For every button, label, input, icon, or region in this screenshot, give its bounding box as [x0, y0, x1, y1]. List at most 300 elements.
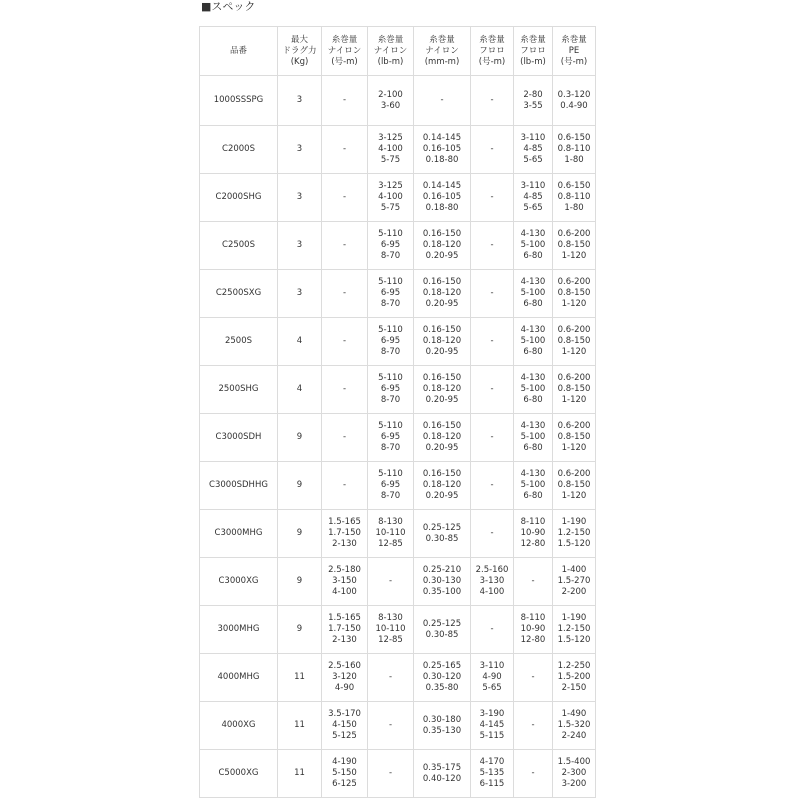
- nylon-go-cell: [322, 414, 368, 462]
- nylon-lb-cell: [368, 462, 414, 510]
- cell-line: 0.18-120: [422, 336, 462, 346]
- nylon-go-cell: [322, 606, 368, 654]
- fluoro-go-cell: [471, 222, 514, 270]
- cell-line: 0.6-150: [557, 133, 591, 143]
- model-cell: C2000SHG: [200, 174, 278, 222]
- model-cell: C2500SXG: [200, 270, 278, 318]
- cell-line: 2-80: [523, 89, 543, 100]
- header-line: ナイロン: [425, 45, 459, 56]
- cell-line: 0.18-120: [422, 240, 462, 250]
- cell-line: -: [490, 528, 494, 538]
- fluoro-lb-cell: [514, 126, 553, 174]
- cell-line: 0.18-80: [425, 203, 459, 213]
- cell-line: 0.25-210: [422, 565, 462, 575]
- header-line: 糸巻量: [429, 34, 455, 45]
- cell-line: 2.5-160: [475, 565, 509, 575]
- cell-line: 3-200: [561, 779, 587, 789]
- cell-line: -: [342, 144, 347, 154]
- cell-line: 2-130: [332, 635, 357, 645]
- header-fluoro-go: [471, 27, 514, 76]
- pe-go-cell: [553, 414, 596, 462]
- cell-line: 4-130: [520, 469, 546, 479]
- cell-line: -: [342, 480, 347, 490]
- drag-cell: 11: [278, 702, 322, 750]
- cell-line: 3-110: [520, 133, 546, 143]
- table-row: [200, 558, 596, 606]
- cell-line: 5-65: [523, 155, 543, 165]
- cell-line: 5-65: [482, 683, 502, 693]
- cell-line: 0.30-85: [425, 629, 459, 640]
- table-row: [200, 126, 596, 174]
- fluoro-go-cell: [471, 702, 514, 750]
- cell-line: 1.7-150: [328, 528, 361, 538]
- cell-line: 0.3-120: [557, 89, 591, 100]
- model-cell: C3000MHG: [200, 510, 278, 558]
- nylon-mm-cell: [414, 270, 471, 318]
- table-row: [200, 510, 596, 558]
- cell-line: 2.5-160: [328, 661, 361, 671]
- cell-line: 0.20-95: [425, 491, 459, 501]
- model-cell: C2000S: [200, 126, 278, 174]
- pe-go-cell: [553, 76, 596, 126]
- cell-line: 5-110: [378, 421, 403, 431]
- model-cell: C2500S: [200, 222, 278, 270]
- nylon-lb-cell: [368, 702, 414, 750]
- header-line: フロロ: [520, 45, 546, 56]
- drag-cell: 11: [278, 750, 322, 798]
- cell-line: 4-100: [332, 587, 357, 597]
- cell-line: 4-100: [378, 192, 403, 202]
- cell-line: 5-115: [479, 731, 505, 741]
- pe-go-cell: [553, 222, 596, 270]
- cell-line: 5-110: [378, 229, 403, 239]
- section-title: ■スペック: [201, 0, 256, 13]
- cell-line: 5-110: [378, 325, 403, 335]
- cell-line: 4-90: [334, 683, 355, 693]
- cell-line: 6-80: [523, 251, 543, 261]
- cell-line: 0.6-200: [557, 325, 591, 335]
- cell-line: 4-145: [479, 720, 505, 730]
- cell-line: 5-110: [378, 373, 403, 383]
- drag-cell: 4: [278, 366, 322, 414]
- nylon-lb-cell: [368, 606, 414, 654]
- header-line: (Kg): [290, 56, 309, 67]
- fluoro-go-cell: [471, 174, 514, 222]
- table-row: [200, 174, 596, 222]
- cell-line: 6-95: [380, 432, 401, 442]
- cell-line: 2.5-180: [328, 565, 361, 575]
- drag-cell: 9: [278, 414, 322, 462]
- pe-go-cell: [553, 702, 596, 750]
- drag-cell: 11: [278, 654, 322, 702]
- drag-cell: 3: [278, 270, 322, 318]
- header-line: PE: [568, 45, 580, 56]
- cell-line: 0.25-125: [422, 618, 462, 629]
- pe-go-cell: [553, 462, 596, 510]
- pe-go-cell: [553, 750, 596, 798]
- nylon-lb-cell: [368, 366, 414, 414]
- cell-line: -: [490, 288, 494, 298]
- nylon-mm-cell: [414, 558, 471, 606]
- model-cell: 2500SHG: [200, 366, 278, 414]
- cell-line: 4-100: [479, 587, 505, 597]
- cell-line: 12-80: [520, 539, 546, 549]
- cell-line: -: [490, 336, 494, 346]
- cell-line: 0.20-95: [425, 347, 459, 357]
- cell-line: 5-75: [380, 155, 401, 165]
- pe-go-cell: [553, 270, 596, 318]
- nylon-lb-cell: [368, 510, 414, 558]
- table-row: [200, 750, 596, 798]
- fluoro-go-cell: [471, 366, 514, 414]
- cell-line: -: [388, 576, 393, 586]
- cell-line: 4-170: [479, 757, 505, 767]
- header-line: ナイロン: [327, 45, 362, 56]
- cell-line: 8-110: [520, 517, 546, 527]
- cell-line: 8-130: [378, 613, 403, 623]
- header-max-drag: [278, 27, 322, 76]
- cell-line: 0.25-125: [422, 522, 462, 533]
- cell-line: 2-300: [561, 768, 587, 778]
- pe-go-cell: [553, 174, 596, 222]
- fluoro-lb-cell: [514, 222, 553, 270]
- header-line: (lb-m): [520, 56, 546, 67]
- cell-line: -: [440, 95, 444, 105]
- drag-cell: 3: [278, 76, 322, 126]
- cell-line: 1.2-150: [557, 624, 591, 634]
- cell-line: 0.25-165: [422, 661, 462, 671]
- nylon-lb-cell: [368, 222, 414, 270]
- nylon-go-cell: [322, 366, 368, 414]
- fluoro-lb-cell: [514, 750, 553, 798]
- header-line: (号-m): [331, 56, 358, 67]
- model-cell: C5000XG: [200, 750, 278, 798]
- header-nylon-mm: [414, 27, 471, 76]
- drag-cell: 3: [278, 126, 322, 174]
- cell-line: 0.8-150: [557, 336, 591, 346]
- cell-line: 3-110: [479, 661, 505, 671]
- cell-line: 5-75: [380, 203, 401, 213]
- cell-line: 3-130: [479, 576, 505, 586]
- header-line: ナイロン: [373, 45, 408, 56]
- header-line: 糸巻量: [479, 34, 505, 45]
- nylon-go-cell: [322, 270, 368, 318]
- cell-line: -: [342, 432, 347, 442]
- header-line: 糸巻量: [561, 34, 587, 45]
- cell-line: 8-110: [520, 613, 546, 623]
- cell-line: 0.16-105: [422, 144, 462, 154]
- cell-line: -: [342, 95, 347, 105]
- nylon-mm-cell: [414, 126, 471, 174]
- cell-line: 10-90: [520, 624, 546, 634]
- cell-line: 1.5-320: [557, 720, 591, 730]
- cell-line: 5-110: [378, 277, 403, 287]
- drag-cell: 4: [278, 318, 322, 366]
- nylon-go-cell: [322, 222, 368, 270]
- cell-line: 0.20-95: [425, 251, 459, 261]
- nylon-lb-cell: [368, 76, 414, 126]
- fluoro-go-cell: [471, 270, 514, 318]
- cell-line: 2-100: [378, 89, 403, 100]
- header-model: [200, 27, 278, 76]
- cell-line: 10-110: [375, 528, 406, 538]
- cell-line: 0.16-150: [422, 421, 462, 431]
- cell-line: 0.20-95: [425, 395, 459, 405]
- model-cell: 4000MHG: [200, 654, 278, 702]
- cell-line: 1.7-150: [328, 624, 361, 634]
- fluoro-go-cell: [471, 414, 514, 462]
- cell-line: 3-110: [520, 181, 546, 191]
- nylon-mm-cell: [414, 76, 471, 126]
- cell-line: 0.30-130: [422, 576, 462, 586]
- cell-line: 5-100: [520, 432, 546, 442]
- table-row: [200, 318, 596, 366]
- cell-line: 12-80: [520, 635, 546, 645]
- cell-line: 1-400: [561, 565, 587, 575]
- cell-line: 6-80: [523, 395, 543, 405]
- fluoro-lb-cell: [514, 76, 553, 126]
- cell-line: 5-135: [479, 768, 505, 778]
- header-line: (mm-m): [424, 56, 460, 67]
- cell-line: 1.5-120: [557, 635, 591, 645]
- cell-line: 0.16-150: [422, 229, 462, 239]
- cell-line: 1-190: [561, 517, 587, 527]
- cell-line: 3-150: [332, 576, 357, 586]
- drag-cell: 3: [278, 222, 322, 270]
- cell-line: 12-85: [378, 539, 403, 549]
- cell-line: -: [490, 95, 494, 105]
- table-row: [200, 462, 596, 510]
- pe-go-cell: [553, 318, 596, 366]
- cell-line: 1-120: [561, 395, 587, 405]
- nylon-go-cell: [322, 318, 368, 366]
- nylon-mm-cell: [414, 510, 471, 558]
- table-row: [200, 414, 596, 462]
- header-line: (号-m): [560, 56, 588, 67]
- cell-line: -: [490, 192, 494, 202]
- cell-line: 4-130: [520, 325, 546, 335]
- cell-line: 5-100: [520, 240, 546, 250]
- model-cell: 1000SSSPG: [200, 76, 278, 126]
- nylon-mm-cell: [414, 702, 471, 750]
- model-cell: C3000SDH: [200, 414, 278, 462]
- cell-line: 6-115: [479, 779, 505, 789]
- cell-line: 6-95: [380, 336, 401, 346]
- cell-line: 5-100: [520, 336, 546, 346]
- drag-cell: 9: [278, 462, 322, 510]
- cell-line: -: [342, 288, 347, 298]
- cell-line: 1-190: [561, 613, 587, 623]
- table-row: [200, 76, 596, 126]
- fluoro-go-cell: [471, 318, 514, 366]
- cell-line: 0.30-120: [422, 672, 462, 682]
- cell-line: 0.16-105: [422, 192, 462, 202]
- cell-line: 8-70: [380, 251, 401, 261]
- nylon-lb-cell: [368, 174, 414, 222]
- cell-line: 10-110: [375, 624, 406, 634]
- cell-line: 4-190: [332, 757, 357, 767]
- cell-line: 0.35-130: [422, 725, 462, 736]
- nylon-lb-cell: [368, 750, 414, 798]
- table-row: [200, 654, 596, 702]
- cell-line: -: [490, 624, 494, 634]
- cell-line: 0.18-120: [422, 384, 462, 394]
- cell-line: 0.18-120: [422, 288, 462, 298]
- cell-line: 0.16-150: [422, 469, 462, 479]
- fluoro-lb-cell: [514, 414, 553, 462]
- header-line: 糸巻量: [520, 34, 546, 45]
- pe-go-cell: [553, 510, 596, 558]
- cell-line: 5-100: [520, 480, 546, 490]
- cell-line: -: [490, 480, 494, 490]
- cell-line: 4-130: [520, 421, 546, 431]
- nylon-go-cell: [322, 462, 368, 510]
- cell-line: 1.5-200: [557, 672, 591, 682]
- cell-line: 10-90: [520, 528, 546, 538]
- fluoro-lb-cell: [514, 702, 553, 750]
- nylon-mm-cell: [414, 366, 471, 414]
- cell-line: 6-95: [380, 288, 401, 298]
- model-cell: C3000XG: [200, 558, 278, 606]
- cell-line: -: [342, 336, 347, 346]
- cell-line: 1.2-150: [557, 528, 591, 538]
- header-line: 糸巻量: [331, 34, 358, 45]
- nylon-go-cell: [322, 558, 368, 606]
- cell-line: 1-120: [561, 299, 587, 309]
- nylon-go-cell: [322, 174, 368, 222]
- cell-line: 1.5-400: [557, 757, 591, 767]
- cell-line: -: [342, 240, 347, 250]
- fluoro-go-cell: [471, 76, 514, 126]
- drag-cell: 9: [278, 558, 322, 606]
- nylon-go-cell: [322, 126, 368, 174]
- cell-line: -: [342, 192, 347, 202]
- cell-line: 8-130: [378, 517, 403, 527]
- cell-line: 8-70: [380, 347, 401, 357]
- cell-line: 0.18-80: [425, 155, 459, 165]
- nylon-lb-cell: [368, 318, 414, 366]
- cell-line: 0.8-150: [557, 432, 591, 442]
- pe-go-cell: [553, 558, 596, 606]
- cell-line: 0.14-145: [422, 181, 462, 191]
- fluoro-go-cell: [471, 462, 514, 510]
- cell-line: 5-110: [378, 469, 403, 479]
- cell-line: 1-80: [564, 203, 584, 213]
- cell-line: 3-125: [378, 181, 403, 191]
- nylon-lb-cell: [368, 558, 414, 606]
- table-row: [200, 222, 596, 270]
- table-row: [200, 702, 596, 750]
- nylon-go-cell: [322, 702, 368, 750]
- cell-line: 0.16-150: [422, 277, 462, 287]
- cell-line: 8-70: [380, 299, 401, 309]
- drag-cell: 9: [278, 606, 322, 654]
- pe-go-cell: [553, 126, 596, 174]
- fluoro-go-cell: [471, 126, 514, 174]
- cell-line: 12-85: [378, 635, 403, 645]
- nylon-go-cell: [322, 654, 368, 702]
- header-fluoro-lb: [514, 27, 553, 76]
- header-nylon-go: [322, 27, 368, 76]
- cell-line: -: [490, 144, 494, 154]
- cell-line: 0.8-150: [557, 288, 591, 298]
- fluoro-lb-cell: [514, 462, 553, 510]
- model-cell: 2500S: [200, 318, 278, 366]
- cell-line: -: [531, 672, 535, 682]
- cell-line: 6-80: [523, 443, 543, 453]
- nylon-mm-cell: [414, 654, 471, 702]
- drag-cell: 3: [278, 174, 322, 222]
- fluoro-lb-cell: [514, 510, 553, 558]
- table-row: [200, 366, 596, 414]
- header-pe-go: [553, 27, 596, 76]
- cell-line: -: [531, 720, 535, 730]
- cell-line: 0.6-200: [557, 229, 591, 239]
- header-row: [200, 27, 596, 76]
- header-line: 最大: [290, 34, 308, 45]
- cell-line: 0.20-95: [425, 299, 459, 309]
- cell-line: 0.6-200: [557, 277, 591, 287]
- cell-line: 1.2-250: [557, 661, 591, 671]
- fluoro-lb-cell: [514, 174, 553, 222]
- model-cell: C3000SDHHG: [200, 462, 278, 510]
- cell-line: 3.5-170: [328, 709, 361, 719]
- cell-line: -: [388, 768, 393, 778]
- cell-line: 1.5-120: [557, 539, 591, 549]
- cell-line: 1-120: [561, 443, 587, 453]
- cell-line: 4-130: [520, 373, 546, 383]
- cell-line: 2-130: [332, 539, 357, 549]
- cell-line: -: [490, 384, 494, 394]
- cell-line: -: [531, 768, 535, 778]
- pe-go-cell: [553, 606, 596, 654]
- cell-line: 8-70: [380, 395, 401, 405]
- cell-line: 3-60: [380, 100, 401, 111]
- nylon-mm-cell: [414, 318, 471, 366]
- cell-line: 3-120: [332, 672, 357, 682]
- header-line: ドラグ力: [282, 45, 317, 56]
- nylon-mm-cell: [414, 222, 471, 270]
- cell-line: 5-100: [520, 288, 546, 298]
- cell-line: -: [490, 240, 494, 250]
- cell-line: 1.5-270: [557, 576, 591, 586]
- cell-line: 6-80: [523, 491, 543, 501]
- cell-line: 0.18-120: [422, 480, 462, 490]
- table-row: [200, 606, 596, 654]
- cell-line: 6-95: [380, 384, 401, 394]
- fluoro-lb-cell: [514, 318, 553, 366]
- nylon-go-cell: [322, 510, 368, 558]
- fluoro-go-cell: [471, 654, 514, 702]
- cell-line: 0.6-200: [557, 469, 591, 479]
- fluoro-lb-cell: [514, 654, 553, 702]
- cell-line: 0.8-150: [557, 384, 591, 394]
- fluoro-go-cell: [471, 606, 514, 654]
- cell-line: 2-200: [561, 587, 587, 597]
- cell-line: 0.8-110: [557, 192, 591, 202]
- pe-go-cell: [553, 366, 596, 414]
- cell-line: 4-130: [520, 229, 546, 239]
- cell-line: 5-65: [523, 203, 543, 213]
- header-line: フロロ: [479, 45, 505, 56]
- cell-line: 0.6-200: [557, 421, 591, 431]
- model-cell: 4000XG: [200, 702, 278, 750]
- drag-cell: 9: [278, 510, 322, 558]
- cell-line: 0.4-90: [560, 100, 588, 111]
- cell-line: 0.8-150: [557, 240, 591, 250]
- cell-line: 0.20-95: [425, 443, 459, 453]
- nylon-go-cell: [322, 76, 368, 126]
